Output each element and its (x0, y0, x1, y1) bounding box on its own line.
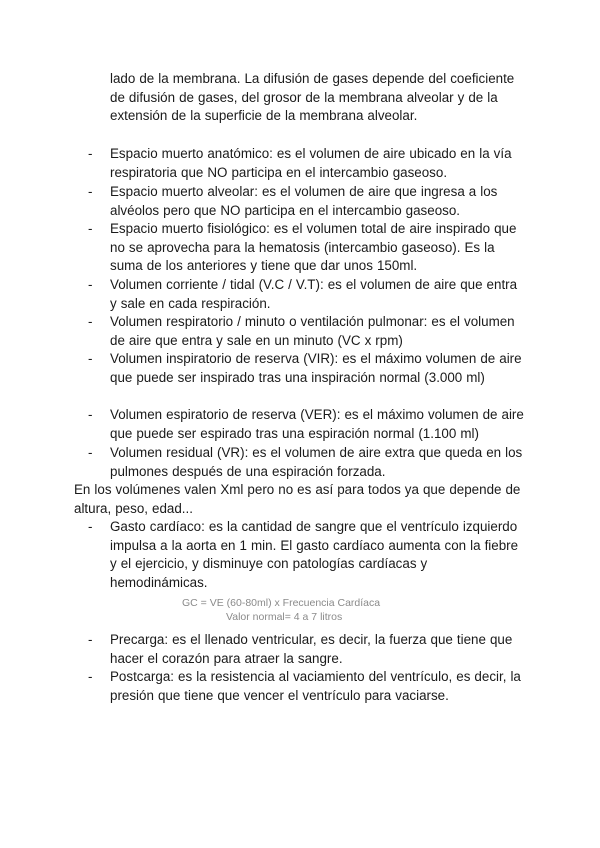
list-item-espacio-muerto-alveolar: Espacio muerto alveolar: es el volumen de aire que ingresa a los alvéolos pero que NO participa en el intercambio gaseoso. (110, 184, 498, 218)
bullet-dash: - (88, 407, 93, 422)
list-item-volumen-corriente: Volumen corriente / tidal (V.C / V.T): es el volumen de aire que entra y sale en cada respiración. (110, 277, 518, 311)
list-item-espacio-muerto-anatomico: Espacio muerto anatómico: es el volumen de aire ubicado en la vía respiratoria que NO participa en el intercambio gaseoso. (110, 146, 512, 180)
list-item-volumen-espiratorio-reserva: Volumen espiratorio de reserva (VER): es el máximo volumen de aire que puede ser espirado tras una espiración normal (1.100 ml) (110, 407, 524, 441)
list-item-volumen-respiratorio-minuto: Volumen respiratorio / minuto o ventilación pulmonar: es el volumen de aire que entra y sale en un minuto (VC x rpm) (110, 314, 515, 348)
list-item-volumen-inspiratorio-reserva: Volumen inspiratorio de reserva (VIR): es el máximo volumen de aire que puede ser inspirado tras una inspiración normal (3.000 ml) (110, 351, 522, 385)
volumes-paragraph: En los volúmenes valen Xml pero no es así para todos ya que depende de altura, peso, edad... (74, 482, 521, 516)
continuation-paragraph: lado de la membrana. La difusión de gases depende del coeficiente de difusión de gases, del grosor de la membrana alveolar y de la extensión de la superficie de la membrana alveolar. (110, 71, 515, 124)
list-item-precarga: Precarga: es el llenado ventricular, es decir, la fuerza que tiene que hacer el corazón para atraer la sangre. (110, 632, 513, 666)
bullet-dash: - (88, 445, 93, 460)
bullet-dash: - (88, 146, 93, 161)
list-item-gasto-cardiaco: Gasto cardíaco: es la cantidad de sangre que el ventrículo izquierdo impulsa a la aorta en 1 min. El gasto cardíaco aumenta con la fiebre y el ejercicio, y disminuye con patologías cardíacas y hemodinámicas. (110, 519, 519, 590)
bullet-dash: - (88, 221, 93, 236)
formula-gasto-cardiaco: GC = VE (60-80ml) x Frecuencia Cardíaca (182, 597, 381, 609)
bullet-dash: - (88, 669, 93, 684)
bullet-dash: - (88, 351, 93, 366)
bullet-dash: - (88, 184, 93, 199)
formula-valor-normal: Valor normal= 4 a 7 litros (226, 611, 343, 623)
list-item-postcarga: Postcarga: es la resistencia al vaciamiento del ventrículo, es decir, la presión que tiene que vencer el ventrículo para vaciarse. (110, 669, 521, 703)
bullet-dash: - (88, 277, 93, 292)
bullet-dash: - (88, 632, 93, 647)
list-item-espacio-muerto-fisiologico: Espacio muerto fisiológico: es el volumen total de aire inspirado que no se aprovecha para la hematosis (intercambio gaseoso). Es la suma de los anteriores y tiene que dar unos 150ml. (110, 221, 517, 274)
bullet-dash: - (88, 519, 93, 534)
list-item-volumen-residual: Volumen residual (VR): es el volumen de aire extra que queda en los pulmones después de una espiración forzada. (110, 445, 523, 479)
bullet-dash: - (88, 314, 93, 329)
